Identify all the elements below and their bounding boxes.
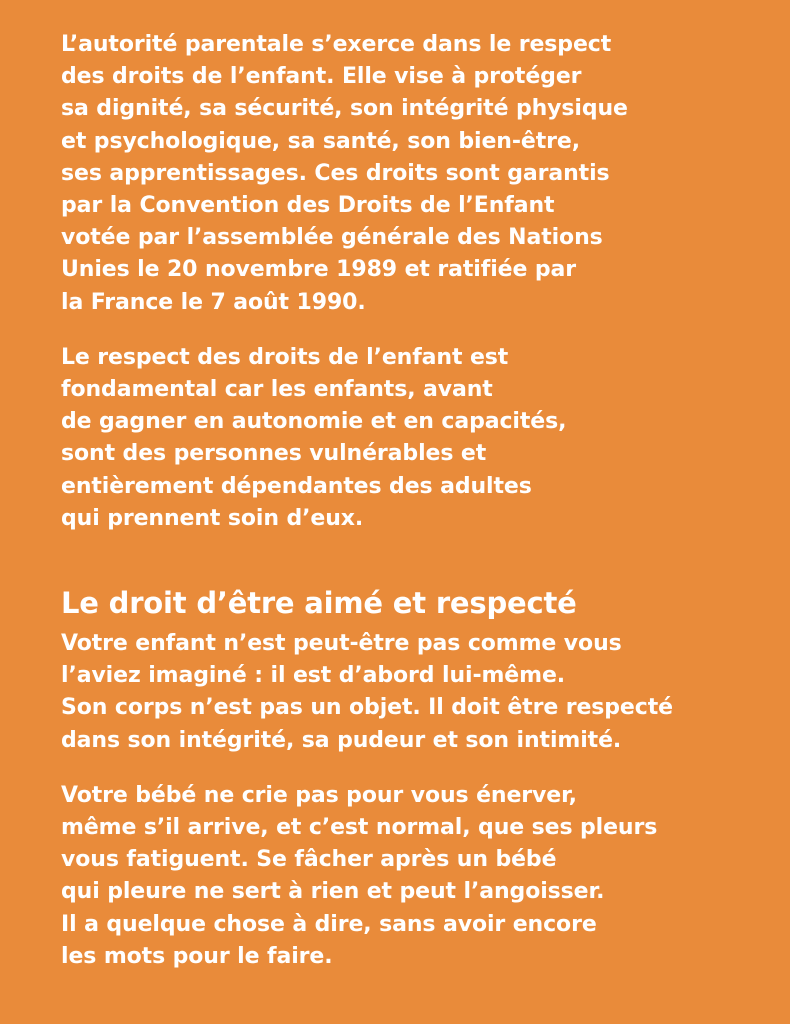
text-line: qui pleure ne sert à rien et peut l’angoisser. [61,879,605,905]
text-line: Il a quelque chose à dire, sans avoir encore [61,911,597,937]
text-line: votée par l’assemblée générale des Nations [61,225,603,251]
text-line: vous fatiguent. Se fâcher après un bébé [61,847,557,873]
text-line: et psychologique, sa santé, son bien-être, [61,128,580,154]
text-line: qui prennent soin d’eux. [61,505,364,531]
text-line: des droits de l’enfant. Elle vise à protéger [61,64,582,90]
section-paragraph-child [61,628,750,757]
text-line: Votre bébé ne crie pas pour vous énerver, [61,782,577,808]
section-paragraph-baby [61,780,750,973]
text-line: même s’il arrive, et c’est normal, que ses pleurs [61,815,658,841]
text-line: Unies le 20 novembre 1989 et ratifiée par [61,257,576,283]
intro-paragraph-rights [61,342,750,535]
text-line: sa dignité, sa sécurité, son intégrité physique [61,96,628,122]
text-line: sont des personnes vulnérables et [61,441,487,467]
text-line: dans son intégrité, sa pudeur et son intimité. [61,727,622,753]
section-heading: Le droit d’être aimé et respecté [61,586,577,621]
text-line: fondamental car les enfants, avant [61,377,493,403]
text-line: Son corps n’est pas un objet. Il doit être respecté [61,695,673,721]
text-line: L’autorité parentale s’exerce dans le respect [61,32,612,57]
text-line: de gagner en autonomie et en capacités, [61,409,567,435]
text-line: la France le 7 août 1990. [61,289,366,315]
text-line: Le respect des droits de l’enfant est [61,344,509,370]
intro-paragraph-authority [61,29,750,319]
text-line: entièrement dépendantes des adultes [61,473,532,499]
text-line: par la Convention des Droits de l’Enfant [61,193,555,219]
text-line: les mots pour le faire. [61,943,333,969]
text-line: l’aviez imaginé : il est d’abord lui-même. [61,663,566,689]
text-line: Votre enfant n’est peut-être pas comme vous [61,631,622,657]
text-line: ses apprentissages. Ces droits sont garantis [61,160,610,186]
